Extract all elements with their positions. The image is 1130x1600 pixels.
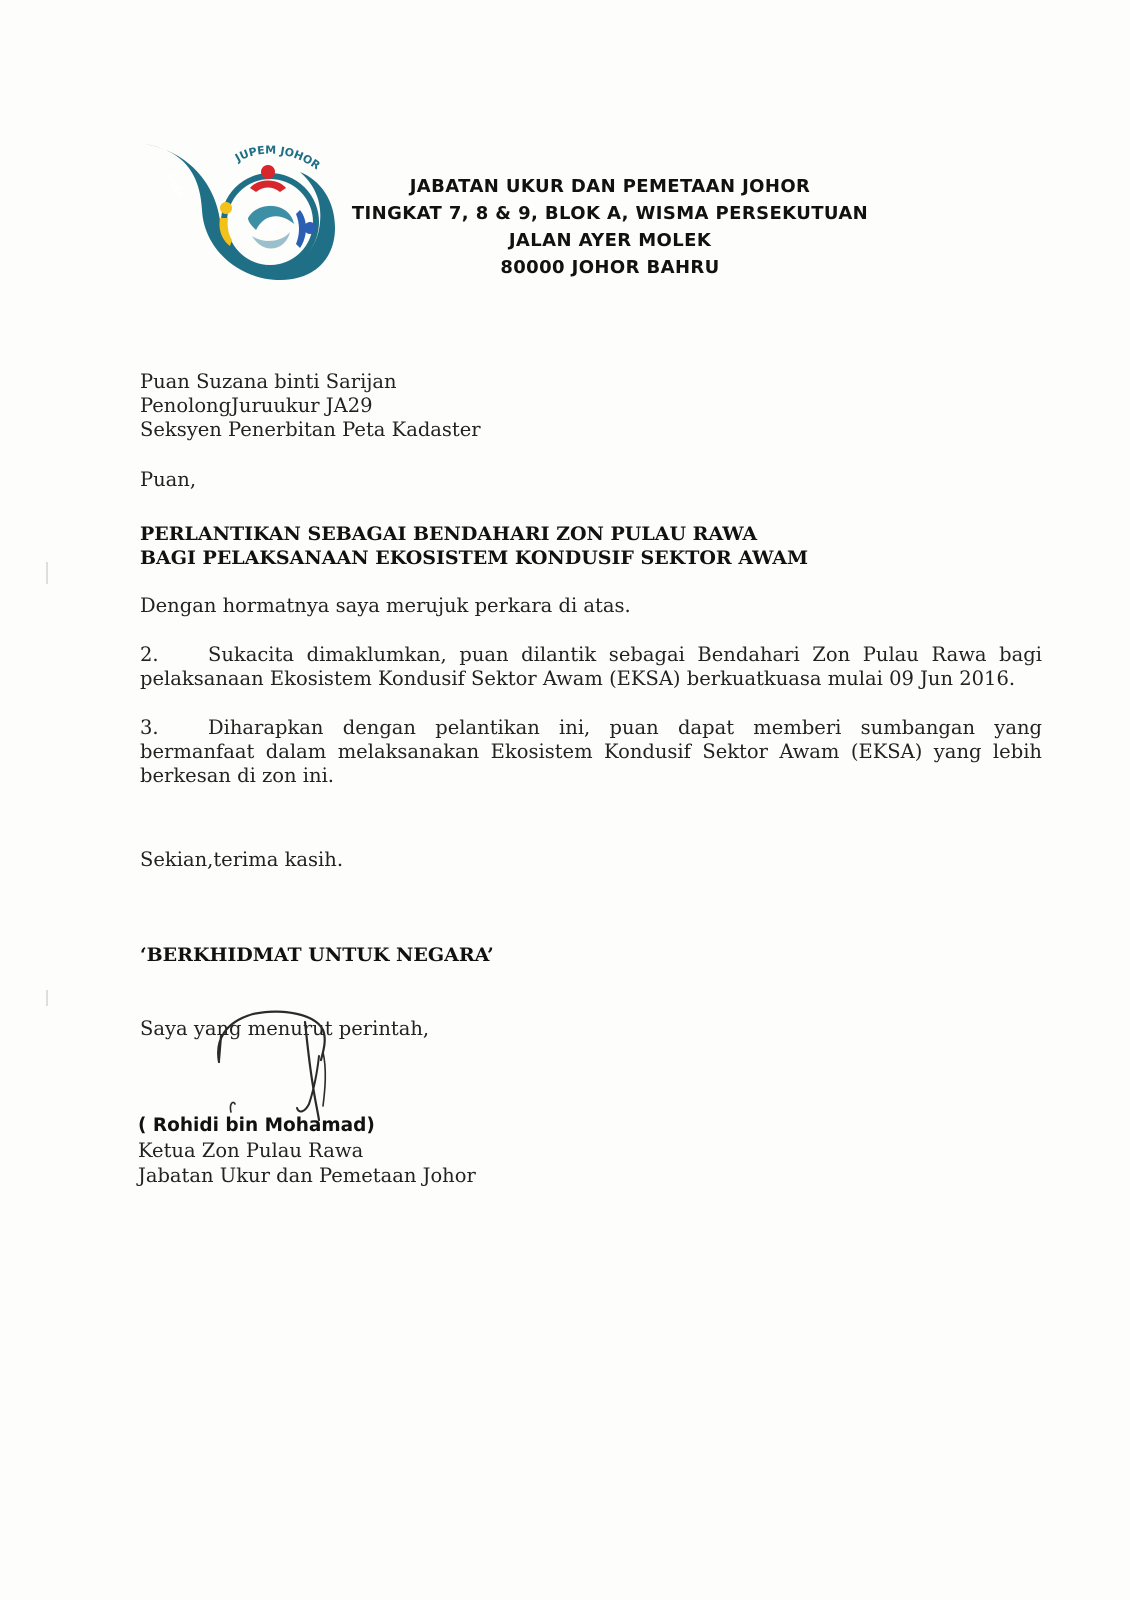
paragraph-3 — [140, 716, 1042, 788]
closing-line: Sekian,terima kasih. — [140, 848, 344, 871]
signer-name: ( Rohidi bin Mohamad) — [138, 1115, 375, 1136]
signer-title: Ketua Zon Pulau Rawa — [138, 1139, 364, 1162]
motto: ‘BERKHIDMAT UNTUK NEGARA’ — [140, 944, 494, 966]
scan-artifact — [46, 990, 48, 1006]
subject-line-1: PERLANTIKAN SEBAGAI BENDAHARI ZON PULAU RAWA — [140, 523, 758, 545]
subject-line-2: BAGI PELAKSANAAN EKOSISTEM KONDUSIF SEKTOR AWAM — [140, 547, 809, 569]
subject-heading — [140, 522, 808, 570]
recipient-position: PenolongJuruukur JA29 — [140, 394, 373, 417]
signer-block — [138, 1113, 476, 1188]
paragraph-text: Diharapkan dengan pelantikan ini, puan dapat memberi sumbangan yang bermanfaat dalam melaksanakan Ekosistem Kondusif Sektor Awam (EKSA) yang lebih berkesan di zon ini. — [140, 716, 1042, 787]
svg-text:JUPEM JOHOR — [232, 144, 323, 173]
recipient-block — [140, 370, 481, 442]
jupem-eksa-logo — [140, 140, 340, 290]
paragraph-text: Sukacita dimaklumkan, puan dilantik sebagai Bendahari Zon Pulau Rawa bagi pelaksanaan Ekosistem Kondusif Sektor Awam (EKSA) berkuatkuasa mulai 09 Jun 2016. — [140, 643, 1042, 690]
organisation-address — [340, 173, 880, 281]
scan-artifact — [46, 562, 48, 584]
org-postcode-city: 80000 JOHOR BAHRU — [500, 257, 720, 278]
recipient-name: Puan Suzana binti Sarijan — [140, 370, 397, 393]
paragraph-number: 2. — [140, 643, 159, 666]
org-address-line-2: JALAN AYER MOLEK — [508, 230, 712, 251]
handwritten-signature — [205, 1000, 355, 1130]
signoff-line: Saya yang menurut perintah, — [140, 1017, 430, 1040]
signer-department: Jabatan Ukur dan Pemetaan Johor — [138, 1164, 476, 1187]
paragraph-2 — [140, 643, 1042, 691]
org-name: JABATAN UKUR DAN PEMETAAN JOHOR — [409, 176, 811, 197]
logo-side-text: EKSA — [163, 172, 185, 201]
reference-line: Dengan hormatnya saya merujuk perkara di atas. — [140, 594, 631, 617]
salutation: Puan, — [140, 468, 197, 491]
paragraph-number: 3. — [140, 716, 159, 739]
recipient-section: Seksyen Penerbitan Peta Kadaster — [140, 418, 481, 441]
logo-arc-text: JUPEM JOHOR — [232, 143, 323, 173]
org-address-line-1: TINGKAT 7, 8 & 9, BLOK A, WISMA PERSEKUTUAN — [351, 203, 869, 224]
